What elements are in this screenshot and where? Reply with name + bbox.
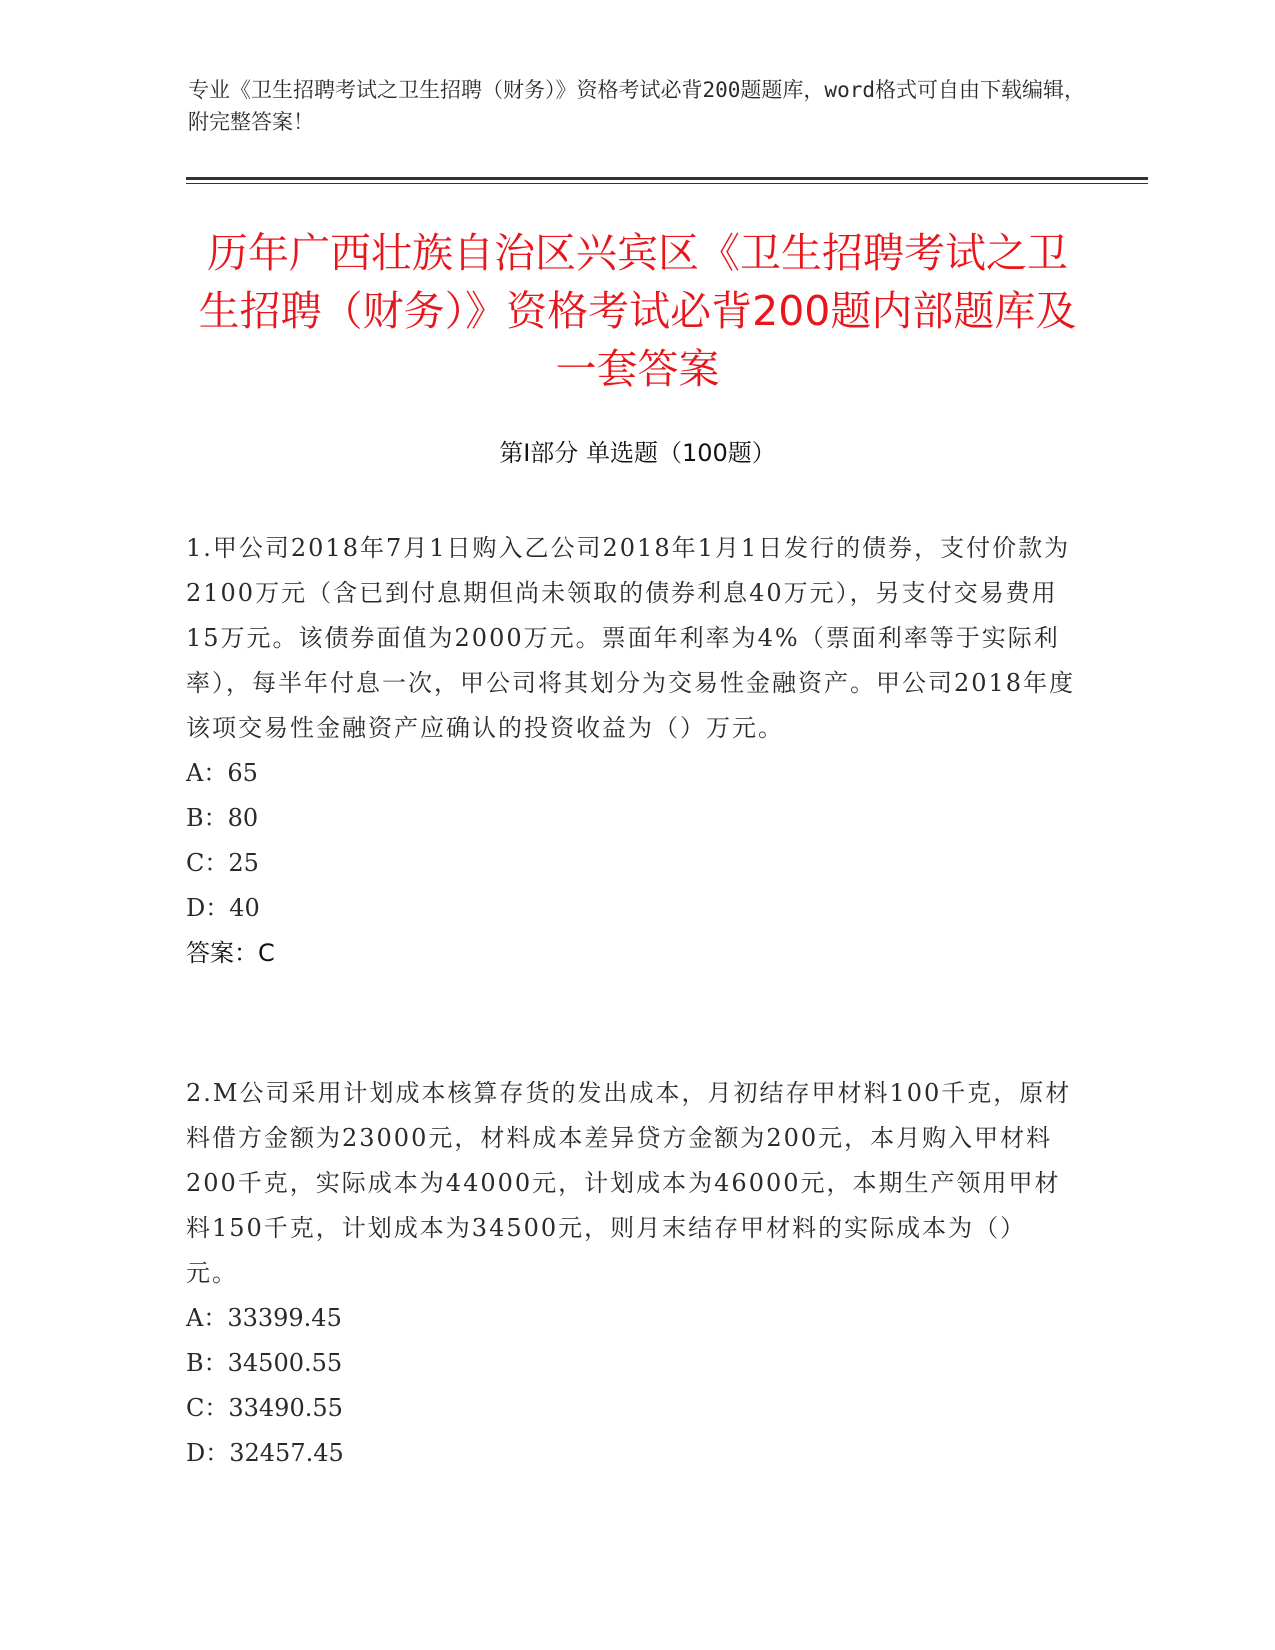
header-divider-thick — [186, 177, 1148, 180]
option-c: C：25 — [186, 849, 259, 877]
header-divider-thin — [186, 183, 1148, 184]
option-d: D：32457.45 — [186, 1439, 344, 1467]
section-title: 第Ⅰ部分 单选题（100题） — [499, 439, 776, 467]
question-text: 1.甲公司2018年7月1日购入乙公司2018年1月1日发行的债券，支付价款为2100万元（含已到付息期但尚未领取的债券利息40万元），另支付交易费用15万元。该债券面值为2000万元。票面年利率为4%（票面利率等于实际利率），每半年付息一次，甲公司将其划分为交易性金融资产。甲公司2018年度该项交易性金融资产应确认的投资收益为（）万元。 — [186, 534, 1076, 742]
header-note: 专业《卫生招聘考试之卫生招聘（财务）》资格考试必背200题题库，word格式可自由下载编辑，附完整答案！ — [188, 78, 1085, 134]
option-d: D：40 — [186, 894, 260, 922]
answer-label: 答案：C — [186, 939, 275, 967]
question-1 — [186, 526, 1076, 976]
option-a: A：65 — [186, 759, 258, 787]
document-title: 历年广西壮族自治区兴宾区《卫生招聘考试之卫生招聘（财务）》资格考试必背200题内部题库及一套答案 — [198, 229, 1077, 393]
question-text: 2.M公司采用计划成本核算存货的发出成本，月初结存甲材料100千克，原材料借方金额为23000元，材料成本差异贷方金额为200元，本月购入甲材料200千克，实际成本为44000元，计划成本为46000元，本期生产领用甲材料150千克，计划成本为34500元，则月末结存甲材料的实际成本为（）元。 — [186, 1079, 1072, 1287]
option-c: C：33490.55 — [186, 1394, 343, 1422]
option-b: B：80 — [186, 804, 259, 832]
option-b: B：34500.55 — [186, 1349, 343, 1377]
option-a: A：33399.45 — [186, 1304, 342, 1332]
question-2 — [186, 1071, 1076, 1476]
